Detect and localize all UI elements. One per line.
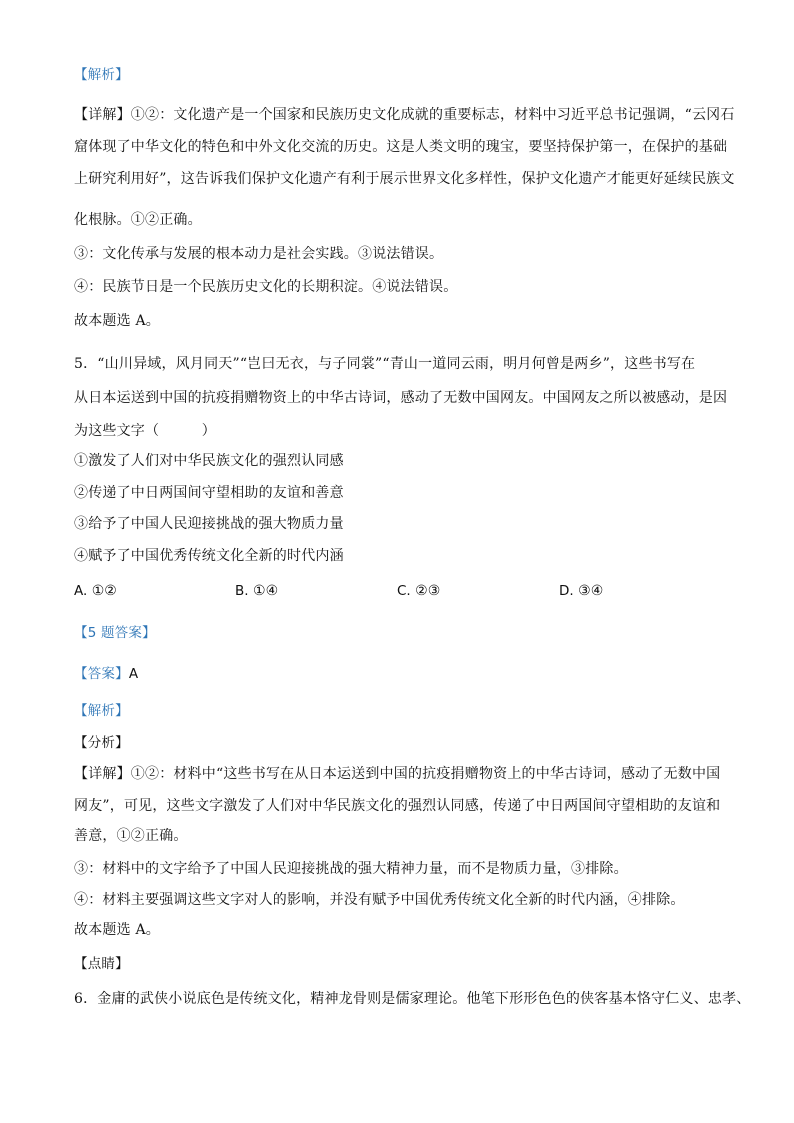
q4-detail-line-1: 【详解】①②：文化遗产是一个国家和民族历史文化成就的重要标志，材料中习近平总书记强调，“云冈石 — [74, 107, 735, 123]
q5-stem-line-3: 为这些文字（ ） — [74, 423, 216, 439]
q4-detail-line-4: 化根脉。①②正确。 — [74, 212, 202, 228]
q5-option-c-label: C. — [397, 583, 411, 599]
q4-item-3: ③：文化传承与发展的根本动力是社会实践。③说法错误。 — [74, 246, 444, 262]
q5-answer-line — [74, 665, 724, 683]
q4-item-4: ④：民族节日是一个民族历史文化的长期积淀。④说法错误。 — [74, 279, 458, 295]
q5-option-d — [559, 582, 603, 600]
q5-analysis-tag: 【解析】 — [74, 703, 129, 719]
q5-item-3: ③：材料中的文字给予了中国人民迎接挑战的强大精神力量，而不是物质力量，③排除。 — [74, 861, 628, 877]
q5-statement-2: ②传递了中日两国间守望相助的友谊和善意 — [74, 485, 344, 501]
q5-item-4: ④：材料主要强调这些文字对人的影响，并没有赋予中国优秀传统文化全新的时代内涵，④排除。 — [74, 892, 685, 908]
q5-dianjing-tag: 【点睛】 — [74, 956, 129, 972]
q5-stem-line-1: 5．“山川异域，风月同天”“岂曰无衣，与子同裳”“青山一道同云雨，明月何曾是两乡”，这些书写在 — [74, 356, 696, 372]
q5-detail-line-3: 善意，①②正确。 — [74, 828, 188, 844]
q5-option-c — [397, 582, 440, 600]
q4-analysis-tag: 【解析】 — [74, 67, 129, 83]
q4-detail-line-2: 窟体现了中华文化的特色和中外文化交流的历史。这是人类文明的瑰宝，要坚持保护第一，在保护的基础 — [74, 139, 728, 155]
q5-detail-line-2: 网友”，可见，这些文字激发了人们对中华民族文化的强烈认同感，传递了中日两国间守望相助的友谊和 — [74, 798, 721, 814]
q5-statement-3: ③给予了中国人民迎接挑战的强大物质力量 — [74, 516, 344, 532]
q5-option-d-label: D. — [559, 583, 574, 599]
q5-option-a-text: ①② — [91, 583, 117, 599]
q5-answer-value: A — [128, 666, 139, 682]
q5-option-a — [74, 582, 117, 600]
q5-option-b-text: ①④ — [253, 583, 279, 599]
q5-statement-4: ④赋予了中国优秀传统文化全新的时代内涵 — [74, 548, 344, 564]
q5-option-b — [235, 582, 278, 600]
q5-fenxi-tag: 【分析】 — [74, 735, 129, 751]
q5-statement-1: ①激发了人们对中华民族文化的强烈认同感 — [74, 453, 344, 469]
q5-answer-tag: 【答案】 — [74, 666, 129, 682]
q5-conclusion: 故本题选 A。 — [74, 922, 160, 938]
q6-stem-line-1: 6．金庸的武侠小说底色是传统文化，精神龙骨则是儒家理论。他笔下形形色色的侠客基本恪守仁义、忠孝、 — [74, 991, 751, 1007]
q5-answer-header: 【5 题答案】 — [74, 625, 156, 641]
q4-detail-line-3: 上研究利用好”，这告诉我们保护文化遗产有利于展示世界文化多样性，保护文化遗产才能更好延续民族文 — [74, 171, 735, 187]
q5-option-c-text: ②③ — [415, 583, 441, 599]
q4-conclusion: 故本题选 A。 — [74, 313, 160, 329]
q5-detail-line-1: 【详解】①②：材料中“这些书写在从日本运送到中国的抗疫捐赠物资上的中华古诗词，感动了无数中国 — [74, 766, 721, 782]
q5-stem-line-2: 从日本运送到中国的抗疫捐赠物资上的中华古诗词，感动了无数中国网友。中国网友之所以被感动，是因 — [74, 390, 728, 406]
q5-option-b-label: B. — [235, 583, 249, 599]
q5-option-a-label: A. — [74, 583, 88, 599]
q5-option-d-text: ③④ — [578, 583, 604, 599]
